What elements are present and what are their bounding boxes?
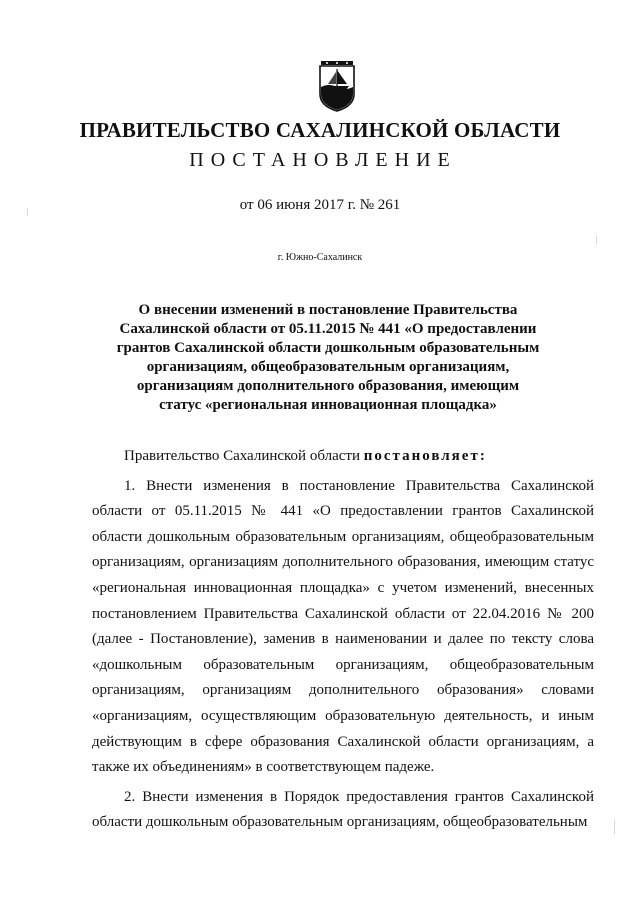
heading-line: О внесении изменений в постановление Правительства: [138, 302, 518, 318]
document-type: ПОСТАНОВЛЕНИЕ: [189, 149, 457, 171]
scan-artifact: [614, 820, 615, 834]
heading-line: организациям, общеобразовательным организациям,: [146, 359, 510, 375]
heading-line: организациям дополнительного образования, имеющим: [136, 378, 520, 394]
scan-artifact: [596, 236, 597, 244]
date-and-number: от 06 июня 2017 г. № 261: [239, 197, 401, 213]
intro-action: постановляет:: [363, 448, 487, 464]
paragraph-2: 2. Внести изменения в Порядок предоставления грантов Сахалинской области дошкольным образовательным организациям, общеобразовательным: [92, 788, 594, 831]
heading-line: грантов Сахалинской области дошкольным образовательным: [116, 340, 540, 356]
intro-prefix: Правительство Сахалинской области: [124, 448, 364, 464]
decree-body: [92, 444, 594, 836]
government-title: ПРАВИТЕЛЬСТВО САХАЛИНСКОЙ ОБЛАСТИ: [79, 118, 561, 142]
decree-heading: [110, 301, 546, 415]
intro-paragraph: [92, 444, 594, 470]
paragraph-1: 1. Внести изменения в постановление Правительства Сахалинской области от 05.11.2015 № 441 «О предоставлении грантов Сахалинской области дошкольным образовательным организациям, общеобразовательным организациям, организациям дополнительного образования, имеющим статус «региональная инновационная площадка» с учетом изменений, внесенных постановлением Правительства Сахалинской области от 22.04.2016 № 200 (далее - Постановление), заменив в наименовании и далее по тексту слова «дошкольным образовательным организациям, общеобразовательным организациям, организациям дополнительного образования» словами «организациям, осуществляющим образовательную деятельность, и иным действующим в сфере образования Сахалинской области организациям, а также их объединениям» в соответствующем падеже.: [92, 477, 594, 776]
coat-of-arms-icon: [318, 60, 356, 112]
scan-artifact: [27, 208, 28, 216]
heading-line: статус «региональная инновационная площадка»: [159, 397, 497, 413]
heading-line: Сахалинской области от 05.11.2015 № 441 «О предоставлении: [119, 321, 537, 337]
city-name: г. Южно-Сахалинск: [277, 252, 363, 263]
